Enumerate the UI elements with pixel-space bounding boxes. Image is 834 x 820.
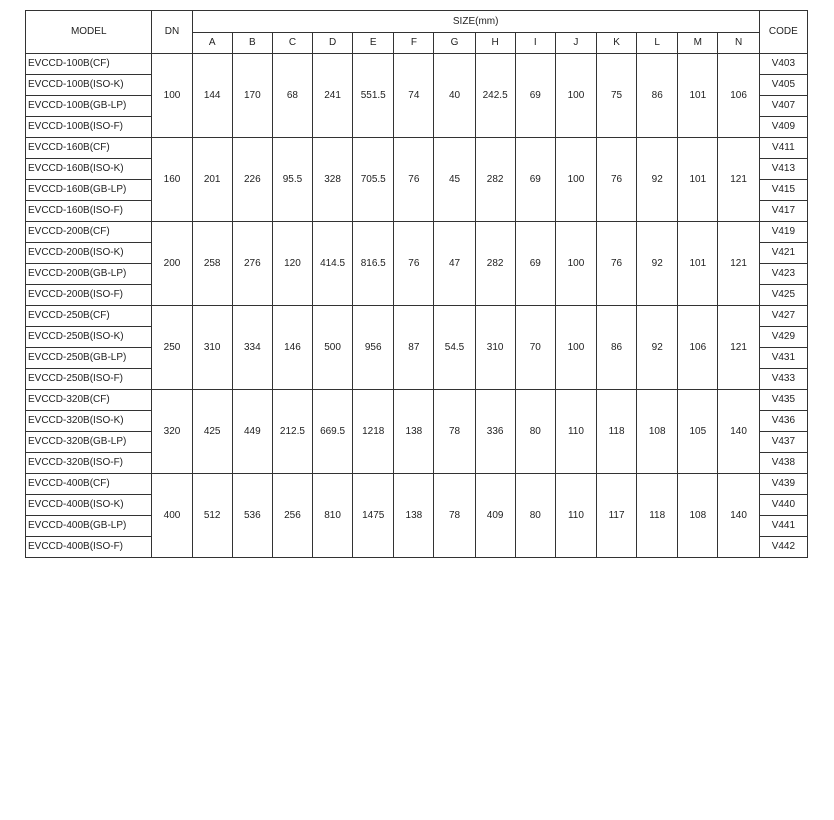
size-cell: 212.5 [272,390,312,474]
code-cell: V425 [759,285,807,306]
size-cell: 87 [394,306,434,390]
header-size: SIZE(mm) [192,11,759,33]
size-cell: 86 [637,54,678,138]
model-cell: EVCCD-100B(ISO-F) [26,117,152,138]
size-cell: 69 [515,54,555,138]
size-cell: 282 [475,222,515,306]
model-cell: EVCCD-200B(GB-LP) [26,264,152,285]
table-row [26,474,808,495]
size-cell: 512 [192,474,232,558]
size-cell: 334 [232,306,272,390]
code-cell: V433 [759,369,807,390]
size-cell: 226 [232,138,272,222]
header-size-col: L [637,33,678,54]
model-cell: EVCCD-400B(ISO-F) [26,537,152,558]
model-cell: EVCCD-250B(CF) [26,306,152,327]
code-cell: V413 [759,159,807,180]
code-cell: V441 [759,516,807,537]
code-cell: V437 [759,432,807,453]
model-cell: EVCCD-400B(GB-LP) [26,516,152,537]
size-cell: 500 [313,306,353,390]
header-code: CODE [759,11,807,54]
model-cell: EVCCD-160B(ISO-K) [26,159,152,180]
size-cell: 70 [515,306,555,390]
size-cell: 536 [232,474,272,558]
dn-cell: 250 [152,306,192,390]
size-cell: 121 [718,306,759,390]
size-cell: 92 [637,138,678,222]
model-cell: EVCCD-320B(CF) [26,390,152,411]
code-cell: V439 [759,474,807,495]
size-cell: 409 [475,474,515,558]
code-cell: V436 [759,411,807,432]
size-cell: 144 [192,54,232,138]
size-cell: 100 [555,138,596,222]
model-cell: EVCCD-400B(ISO-K) [26,495,152,516]
header-size-col: F [394,33,434,54]
size-cell: 1218 [353,390,394,474]
size-cell: 100 [555,54,596,138]
table-row [26,306,808,327]
code-cell: V403 [759,54,807,75]
size-cell: 138 [394,390,434,474]
size-cell: 101 [678,54,718,138]
code-cell: V419 [759,222,807,243]
size-cell: 110 [555,390,596,474]
size-cell: 40 [434,54,475,138]
size-cell: 425 [192,390,232,474]
size-cell: 101 [678,138,718,222]
size-cell: 78 [434,390,475,474]
size-cell: 76 [597,222,637,306]
spec-table [25,10,808,558]
header-size-col: G [434,33,475,54]
size-cell: 76 [394,138,434,222]
model-cell: EVCCD-100B(ISO-K) [26,75,152,96]
dn-cell: 320 [152,390,192,474]
size-cell: 92 [637,306,678,390]
dn-cell: 100 [152,54,192,138]
size-cell: 258 [192,222,232,306]
size-cell: 118 [597,390,637,474]
table-row [26,54,808,75]
size-cell: 170 [232,54,272,138]
size-cell: 140 [718,390,759,474]
size-cell: 110 [555,474,596,558]
size-cell: 146 [272,306,312,390]
header-size-col: I [515,33,555,54]
size-cell: 201 [192,138,232,222]
code-cell: V423 [759,264,807,285]
table-body [26,54,808,558]
code-cell: V409 [759,117,807,138]
header-size-col: D [313,33,353,54]
size-cell: 242.5 [475,54,515,138]
model-cell: EVCCD-320B(ISO-K) [26,411,152,432]
header-size-col: M [678,33,718,54]
header-size-col: K [597,33,637,54]
size-cell: 140 [718,474,759,558]
header-size-col: J [555,33,596,54]
code-cell: V429 [759,327,807,348]
header-model: MODEL [26,11,152,54]
size-cell: 74 [394,54,434,138]
header-size-col: C [272,33,312,54]
code-cell: V417 [759,201,807,222]
code-cell: V431 [759,348,807,369]
size-cell: 106 [678,306,718,390]
code-cell: V405 [759,75,807,96]
size-cell: 810 [313,474,353,558]
model-cell: EVCCD-250B(GB-LP) [26,348,152,369]
header-size-col: B [232,33,272,54]
size-cell: 121 [718,138,759,222]
size-cell: 75 [597,54,637,138]
header-size-col: E [353,33,394,54]
model-cell: EVCCD-100B(GB-LP) [26,96,152,117]
size-cell: 68 [272,54,312,138]
size-cell: 47 [434,222,475,306]
size-cell: 336 [475,390,515,474]
model-cell: EVCCD-400B(CF) [26,474,152,495]
model-cell: EVCCD-320B(ISO-F) [26,453,152,474]
size-cell: 76 [597,138,637,222]
model-cell: EVCCD-160B(GB-LP) [26,180,152,201]
model-cell: EVCCD-200B(CF) [26,222,152,243]
dn-cell: 160 [152,138,192,222]
size-cell: 86 [597,306,637,390]
size-cell: 69 [515,222,555,306]
size-cell: 414.5 [313,222,353,306]
header-size-col: A [192,33,232,54]
table-row [26,138,808,159]
model-cell: EVCCD-250B(ISO-K) [26,327,152,348]
size-cell: 80 [515,390,555,474]
size-cell: 45 [434,138,475,222]
size-cell: 328 [313,138,353,222]
header-dn: DN [152,11,192,54]
model-cell: EVCCD-200B(ISO-K) [26,243,152,264]
size-cell: 92 [637,222,678,306]
size-cell: 105 [678,390,718,474]
size-cell: 118 [637,474,678,558]
size-cell: 95.5 [272,138,312,222]
size-cell: 816.5 [353,222,394,306]
size-cell: 100 [555,306,596,390]
code-cell: V407 [759,96,807,117]
size-cell: 80 [515,474,555,558]
size-cell: 120 [272,222,312,306]
size-cell: 78 [434,474,475,558]
size-cell: 76 [394,222,434,306]
size-cell: 101 [678,222,718,306]
size-cell: 551.5 [353,54,394,138]
size-cell: 256 [272,474,312,558]
header-size-col: N [718,33,759,54]
model-cell: EVCCD-250B(ISO-F) [26,369,152,390]
size-cell: 449 [232,390,272,474]
table-row [26,222,808,243]
code-cell: V442 [759,537,807,558]
code-cell: V411 [759,138,807,159]
dn-cell: 200 [152,222,192,306]
size-cell: 705.5 [353,138,394,222]
code-cell: V421 [759,243,807,264]
size-cell: 138 [394,474,434,558]
size-cell: 669.5 [313,390,353,474]
table-row [26,390,808,411]
header-size-col: H [475,33,515,54]
size-cell: 106 [718,54,759,138]
dn-cell: 400 [152,474,192,558]
size-cell: 121 [718,222,759,306]
code-cell: V440 [759,495,807,516]
size-cell: 100 [555,222,596,306]
model-cell: EVCCD-200B(ISO-F) [26,285,152,306]
size-cell: 54.5 [434,306,475,390]
size-cell: 241 [313,54,353,138]
size-cell: 1475 [353,474,394,558]
model-cell: EVCCD-160B(CF) [26,138,152,159]
size-cell: 310 [475,306,515,390]
size-cell: 310 [192,306,232,390]
code-cell: V427 [759,306,807,327]
size-cell: 956 [353,306,394,390]
model-cell: EVCCD-160B(ISO-F) [26,201,152,222]
size-cell: 108 [678,474,718,558]
model-cell: EVCCD-320B(GB-LP) [26,432,152,453]
table-header [26,11,808,54]
code-cell: V438 [759,453,807,474]
size-cell: 282 [475,138,515,222]
model-cell: EVCCD-100B(CF) [26,54,152,75]
code-cell: V415 [759,180,807,201]
size-cell: 276 [232,222,272,306]
size-cell: 117 [597,474,637,558]
code-cell: V435 [759,390,807,411]
size-cell: 69 [515,138,555,222]
size-cell: 108 [637,390,678,474]
